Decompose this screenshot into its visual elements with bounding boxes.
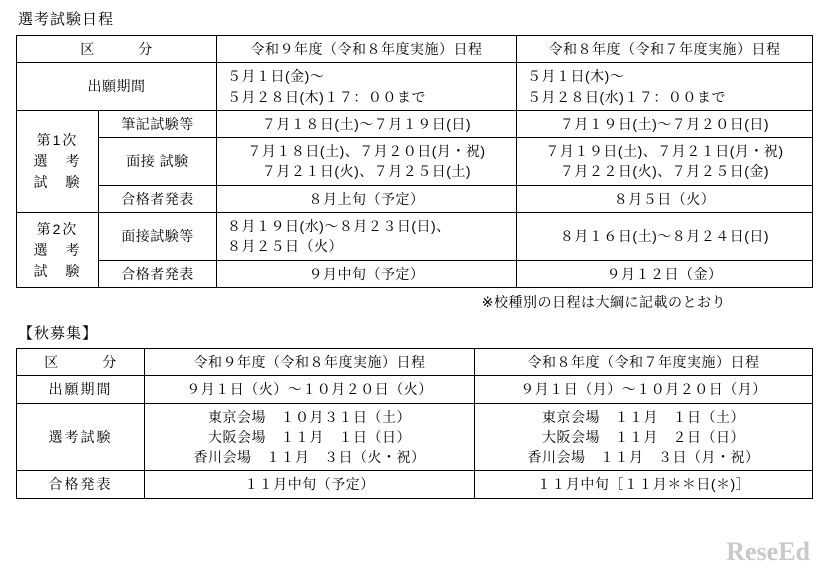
cell-line: ７月１９日(土)、７月２１日(月・祝) [545, 143, 784, 160]
group-label-second-selection [17, 213, 99, 288]
row-label-interview-exam: 面接 試験 [99, 138, 217, 186]
cell-line: ７月１９日(土)〜７月２０日(日) [559, 115, 770, 132]
table-row [17, 376, 813, 403]
table-row [17, 63, 813, 111]
group-label-line: 第2次 [36, 220, 79, 237]
group-label-line: 選 考 [33, 152, 82, 169]
watermark-logo: ReseEd [726, 537, 810, 566]
autumn-cell-year8-application-period [475, 376, 813, 403]
table-row [17, 185, 813, 212]
cell-year8-application-period [517, 63, 813, 111]
cell-year9-second-interview [217, 213, 517, 261]
autumn-header-year8: 令和８年度（令和７年度実施）日程 [475, 348, 813, 375]
autumn-row-label-result: 合格発表 [17, 471, 145, 498]
cell-year8-first-result [517, 185, 813, 212]
cell-line: １１月中旬［１１月＊＊日(＊)］ [536, 476, 751, 493]
header-year8: 令和８年度（令和７年度実施）日程 [517, 36, 813, 63]
cell-year9-application-period [217, 63, 517, 111]
group-label-first-selection [17, 110, 99, 212]
schedule-note: ※校種別の日程は大綱に記載のとおり [481, 293, 726, 310]
autumn-recruitment-table [16, 348, 813, 499]
cell-line: 香川会場 １１月 ３日（月・祝） [527, 449, 760, 466]
autumn-cell-year9-application-period [145, 376, 475, 403]
cell-line: ８月上旬（予定） [308, 190, 425, 207]
cell-line: ９月１２日（金） [606, 265, 723, 282]
autumn-section-label: 【秋募集】 [18, 324, 99, 342]
cell-year8-second-result [517, 260, 813, 287]
cell-line: 大阪会場 １１月 ２日（日） [542, 428, 745, 445]
page-title: 選考試験日程 [18, 11, 115, 28]
autumn-header-division: 区 分 [17, 348, 145, 375]
autumn-row-label-application-period: 出願期間 [17, 376, 145, 403]
cell-line: 香川会場 １１月 ３日（火・祝） [193, 449, 426, 466]
cell-line: ５月１日(木)〜 [527, 68, 625, 85]
cell-year8-interview-exam [517, 138, 813, 186]
autumn-header-year9: 令和９年度（令和８年度実施）日程 [145, 348, 475, 375]
table-row [17, 471, 813, 498]
cell-line: ９月１日（火）〜１０月２０日（火） [186, 381, 433, 398]
cell-line: ８月１９日(水)〜８月２３日(日)、 [227, 218, 451, 235]
cell-line: ５月１日(金)〜 [227, 68, 325, 85]
cell-year9-first-result [217, 185, 517, 212]
cell-line: ９月１日（月）〜１０月２０日（月） [520, 381, 767, 398]
cell-line: 大阪会場 １１月 １日（日） [208, 428, 411, 445]
group-label-line: 試 験 [33, 262, 82, 279]
row-label-second-interview: 面接試験等 [99, 213, 217, 261]
table-header-row [17, 348, 813, 375]
row-label-written-exam: 筆記試験等 [99, 110, 217, 137]
cell-line: １１月中旬（予定） [244, 476, 375, 493]
cell-line: ８月５日（火） [613, 190, 716, 207]
row-label-first-result: 合格者発表 [99, 185, 217, 212]
selection-exam-schedule-table [16, 35, 813, 288]
cell-line: ５月２８日(水)１７：００まで [527, 88, 726, 105]
cell-year9-second-result [217, 260, 517, 287]
cell-year8-written-exam [517, 110, 813, 137]
table-row [17, 260, 813, 287]
table-row [17, 138, 813, 186]
row-label-second-result: 合格者発表 [99, 260, 217, 287]
cell-line: 東京会場 １０月３１日（土） [208, 408, 411, 425]
cell-line: ７月２２日(火)、７月２５日(金) [559, 163, 770, 180]
cell-line: ８月２５日（火） [227, 238, 343, 255]
cell-line: 東京会場 １１月 １日（土） [542, 408, 745, 425]
cell-year9-written-exam [217, 110, 517, 137]
cell-line: ８月１６日(土)〜８月２４日(日) [559, 228, 770, 245]
cell-year9-interview-exam [217, 138, 517, 186]
table-header-row [17, 36, 813, 63]
table-row [17, 110, 813, 137]
autumn-cell-year9-selection-exam [145, 403, 475, 471]
cell-line: ７月１８日(土)〜７月１９日(日) [261, 115, 472, 132]
cell-line: ７月１８日(土)、７月２０日(月・祝) [247, 143, 486, 160]
cell-line: ５月２８日(木)１７：００まで [227, 88, 426, 105]
table-row [17, 403, 813, 471]
cell-line: ７月２１日(火)、７月２５日(土) [261, 163, 472, 180]
group-label-line: 試 験 [33, 173, 82, 190]
autumn-cell-year8-selection-exam [475, 403, 813, 471]
autumn-cell-year8-result [475, 471, 813, 498]
row-label-application-period: 出願期間 [17, 63, 217, 111]
autumn-row-label-selection-exam: 選考試験 [17, 403, 145, 471]
cell-line: ９月中旬（予定） [308, 265, 425, 282]
cell-year8-second-interview [517, 213, 813, 261]
header-year9: 令和９年度（令和８年度実施）日程 [217, 36, 517, 63]
group-label-line: 第1次 [36, 131, 79, 148]
group-label-line: 選 考 [33, 241, 82, 258]
header-division: 区 分 [17, 36, 217, 63]
table-row [17, 213, 813, 261]
autumn-cell-year9-result [145, 471, 475, 498]
